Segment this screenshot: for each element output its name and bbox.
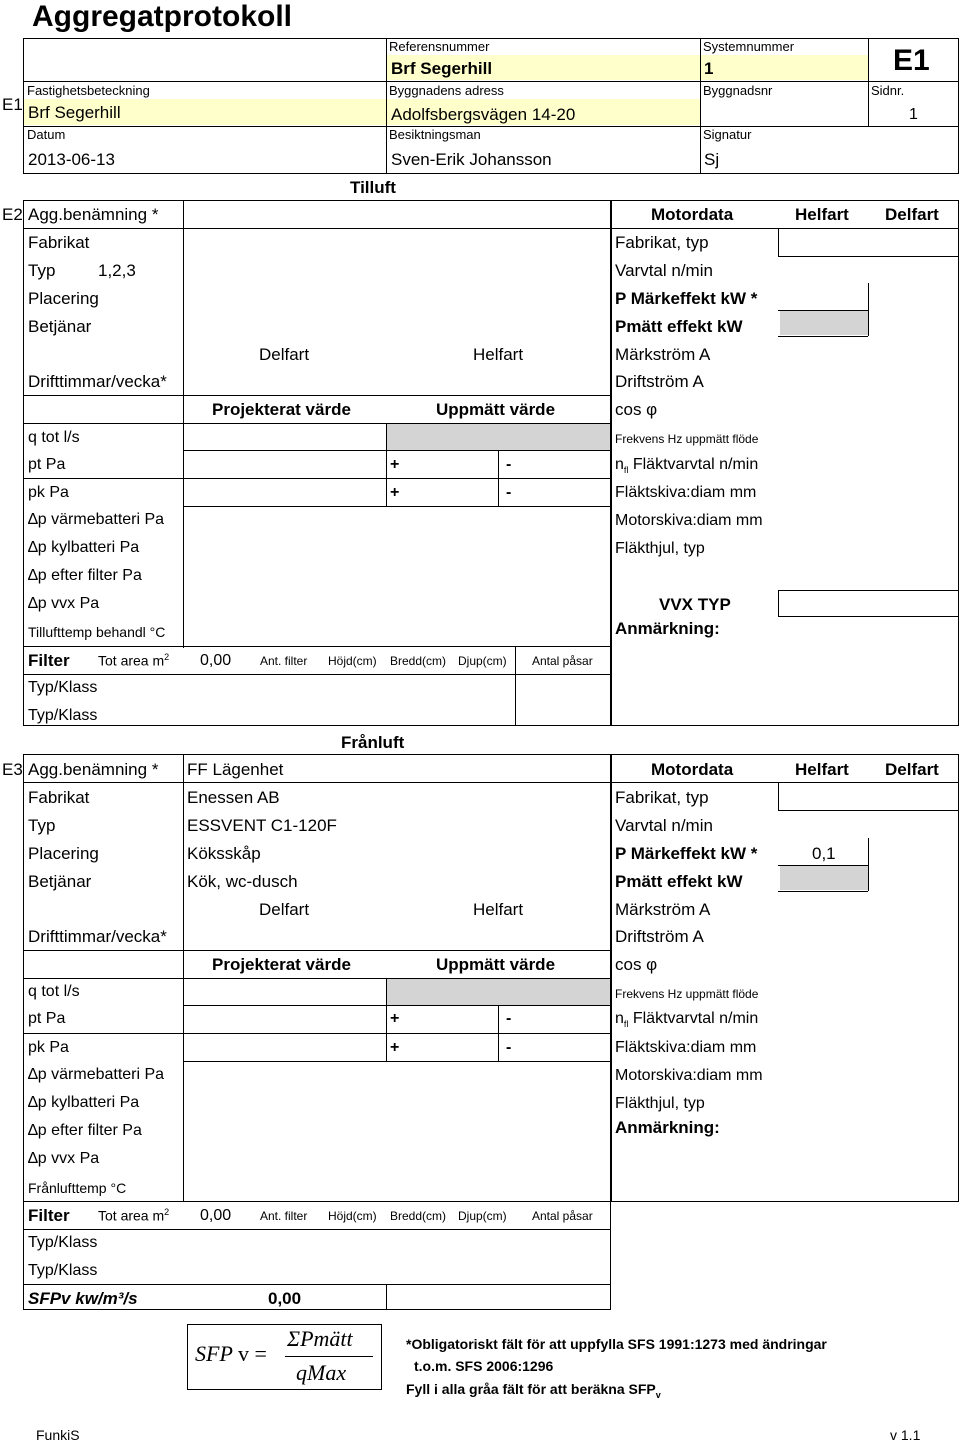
franluft-delfart: Delfart (259, 900, 310, 919)
tilluft-m-helfart: Helfart (795, 205, 849, 224)
franluft-tot-area: Tot area $m^2$ (98, 1207, 170, 1224)
tilluft-djup: Djup(cm) (458, 654, 507, 668)
franluft-betjanar-label: Betjänar (28, 872, 92, 891)
sidnr-label: Sidnr. (871, 83, 905, 98)
franluft-drifttimmar-label: Drifttimmar/vecka* (28, 927, 167, 946)
franluft-pmatt: Pmätt effekt kW (615, 872, 743, 891)
tilluft-filter-label: Filter (28, 651, 70, 670)
franluft-dp-vvx: ∆p vvx Pa (28, 1150, 100, 1167)
tilluft-pmatt: Pmätt effekt kW (615, 317, 743, 336)
signatur-value[interactable]: Sj (704, 150, 720, 169)
franluft-cos: cos φ (615, 955, 658, 974)
tilluft-pt-label: pt Pa (28, 456, 66, 473)
tilluft-typklass-1: Typ/Klass (28, 679, 98, 696)
tilluft-pk-plus: + (390, 484, 400, 501)
tilluft-anmarkning: Anmärkning: (615, 619, 720, 638)
franluft-fabrikat-label: Fabrikat (28, 788, 90, 807)
franluft-temp: Frånlufttemp °C (28, 1180, 127, 1196)
tilluft-typklass-2: Typ/Klass (28, 707, 98, 724)
franluft-motordata: Motordata (651, 760, 734, 779)
franluft-pk-label: pk Pa (28, 1039, 69, 1056)
tilluft-pt-plus: + (390, 456, 400, 473)
franluft-m-helfart: Helfart (795, 760, 849, 779)
fast-value[interactable]: Brf Segerhill (28, 103, 121, 122)
tilluft-flakthjul: Fläkthjul, typ (615, 540, 705, 557)
franluft-djup: Djup(cm) (458, 1209, 507, 1223)
tilluft-antal-pasar: Antal påsar (532, 654, 593, 668)
franluft-pk-plus: + (390, 1039, 400, 1056)
sys-label: Systemnummer (703, 39, 795, 54)
signatur-label: Signatur (703, 127, 752, 142)
franluft-typ-label: Typ (28, 816, 56, 835)
tilluft-cos: cos φ (615, 400, 658, 419)
tilluft-fabrikat-typ: Fabrikat, typ (615, 233, 709, 252)
tilluft-flaktskiva: Fläktskiva:diam mm (615, 484, 757, 501)
adress-value[interactable]: Adolfsbergsvägen 14-20 (391, 105, 576, 124)
tilluft-pk-label: pk Pa (28, 484, 69, 501)
tilluft-vvx-typ: VVX TYP (659, 595, 731, 614)
franluft-filter-label: Filter (28, 1206, 70, 1225)
tilluft-betjanar-label: Betjänar (28, 317, 92, 336)
note-line-1: *Obligatoriskt fält för att uppfylla SFS 1991:1273 med ändringar (406, 1336, 827, 1352)
franluft-fabrikat-typ: Fabrikat, typ (615, 788, 709, 807)
franluft-uppmatt: Uppmätt värde (436, 955, 556, 974)
franluft-nfl: $n_{fl}$ Fläktvarvtal n/min (615, 1010, 759, 1030)
tilluft-varvtal: Varvtal n/min (615, 261, 713, 280)
franluft-qtot-gray (387, 979, 610, 1005)
franluft-agg-label: Agg.benämning * (28, 760, 159, 779)
franluft-markstrom: Märkström A (615, 900, 711, 919)
tilluft-hojd: Höjd(cm) (328, 654, 377, 668)
sys-cell (701, 55, 868, 80)
tilluft-qtot-gray (387, 424, 610, 450)
tilluft-fabrikat-label: Fabrikat (28, 233, 90, 252)
franluft-agg-value[interactable]: FF Lägenhet (187, 760, 284, 779)
tilluft-markstrom: Märkström A (615, 345, 711, 364)
franluft-m-delfart: Delfart (885, 760, 939, 779)
tilluft-typ-value[interactable]: 1,2,3 (98, 261, 136, 280)
franluft-ant-filter: Ant. filter (260, 1209, 308, 1223)
franluft-anmarkning: Anmärkning: (615, 1118, 720, 1137)
section-e2: E2 (2, 205, 23, 224)
franluft-dp-varme: ∆p värmebatteri Pa (28, 1066, 165, 1083)
ref-value[interactable]: Brf Segerhill (391, 59, 493, 78)
tilluft-placering-label: Placering (28, 289, 99, 308)
franluft-typklass-1: Typ/Klass (28, 1234, 98, 1251)
note-line-2: t.o.m. SFS 2006:1296 (414, 1358, 554, 1374)
tilluft-nfl: $n_{fl}$ Fläktvarvtal n/min (615, 456, 759, 476)
franluft-heading: Frånluft (341, 733, 405, 752)
franluft-bredd: Bredd(cm) (390, 1209, 447, 1223)
besikt-label: Besiktningsman (389, 127, 481, 142)
franluft-sfpv-label: SFPv kw/m³/s (28, 1289, 138, 1308)
fast-label: Fastighetsbeteckning (27, 83, 150, 98)
franluft-betjanar-value[interactable]: Kök, wc-dusch (187, 872, 298, 891)
sidnr-value: 1 (909, 106, 918, 123)
franluft-pmatt-gray (780, 866, 868, 890)
sys-value[interactable]: 1 (704, 59, 714, 78)
section-e1-left: E1 (2, 95, 23, 114)
tilluft-dp-varme: ∆p värmebatteri Pa (28, 511, 165, 528)
tilluft-heading: Tilluft (350, 178, 396, 197)
franluft-frekvens: Frekvens Hz uppmätt flöde (615, 987, 759, 1001)
franluft-placering-value[interactable]: Köksskåp (187, 844, 261, 863)
franluft-area-value: 0,00 (200, 1207, 232, 1224)
footer-version: v 1.1 (890, 1427, 921, 1443)
tilluft-drifttimmar-label: Drifttimmar/vecka* (28, 372, 167, 391)
besikt-value[interactable]: Sven-Erik Johansson (391, 150, 552, 169)
franluft-typklass-2: Typ/Klass (28, 1262, 98, 1279)
tilluft-dp-filter: ∆p efter filter Pa (28, 567, 142, 584)
franluft-dp-filter: ∆p efter filter Pa (28, 1122, 142, 1139)
note-line-3: Fyll i alla gråa fält för att beräkna $SFP_v$ (406, 1381, 661, 1400)
franluft-qtot-label: q tot l/s (28, 983, 80, 1000)
franluft-fabrikat-value[interactable]: Enessen AB (187, 788, 280, 807)
franluft-placering-label: Placering (28, 844, 99, 863)
sfp-formula-denominator: qMax (296, 1360, 347, 1385)
franluft-left-block (23, 754, 611, 1310)
franluft-hojd: Höjd(cm) (328, 1209, 377, 1223)
franluft-varvtal: Varvtal n/min (615, 816, 713, 835)
tilluft-delfart: Delfart (259, 345, 310, 364)
datum-label: Datum (27, 127, 66, 142)
tilluft-area-value: 0,00 (200, 652, 232, 669)
franluft-projekterat: Projekterat värde (212, 955, 351, 974)
franluft-flakthjul: Fläkthjul, typ (615, 1095, 705, 1112)
tilluft-motorskiva: Motorskiva:diam mm (615, 512, 763, 529)
footer-left: FunkiS (36, 1427, 80, 1443)
franluft-p-mark: P Märkeffekt kW * (615, 844, 758, 863)
sfp-formula-lhs: SFP v = (195, 1341, 267, 1366)
tilluft-p-mark: P Märkeffekt kW * (615, 289, 758, 308)
franluft-motorskiva: Motorskiva:diam mm (615, 1067, 763, 1084)
tilluft-frekvens: Frekvens Hz uppmätt flöde (615, 432, 759, 446)
tilluft-projekterat: Projekterat värde (212, 400, 351, 419)
adress-label: Byggnadens adress (389, 83, 504, 98)
datum-value[interactable]: 2013-06-13 (28, 150, 115, 169)
tilluft-tot-area: Tot area $m^2$ (98, 652, 170, 669)
franluft-pt-plus: + (390, 1010, 400, 1027)
tilluft-agg-label: Agg.benämning * (28, 205, 159, 224)
tilluft-helfart: Helfart (473, 345, 524, 364)
franluft-dp-kyl: ∆p kylbatteri Pa (28, 1094, 140, 1111)
tilluft-pmatt-gray (780, 311, 868, 335)
tilluft-driftstrom: Driftström A (615, 372, 704, 391)
franluft-pt-label: pt Pa (28, 1010, 66, 1027)
franluft-driftstrom: Driftström A (615, 927, 704, 946)
tilluft-uppmatt: Uppmätt värde (436, 400, 556, 419)
tilluft-motordata: Motordata (651, 205, 734, 224)
franluft-helfart: Helfart (473, 900, 524, 919)
franluft-antal-pasar: Antal påsar (532, 1209, 593, 1223)
section-e3: E3 (2, 760, 23, 779)
franluft-pt-minus: - (506, 1010, 512, 1027)
tilluft-dp-vvx: ∆p vvx Pa (28, 595, 100, 612)
tilluft-ant-filter: Ant. filter (260, 654, 308, 668)
franluft-typ-value[interactable]: ESSVENT C1-120F (187, 816, 337, 835)
franluft-sfpv-value: 0,00 (268, 1289, 302, 1308)
tilluft-typ-label: Typ (28, 261, 56, 280)
tilluft-qtot-label: q tot l/s (28, 429, 80, 446)
byggnadsnr-label: Byggnadsnr (703, 83, 773, 98)
tilluft-pk-minus: - (506, 484, 512, 501)
franluft-flaktskiva: Fläktskiva:diam mm (615, 1039, 757, 1056)
sfp-formula-numerator: ΣPmätt (287, 1326, 353, 1351)
section-e1-right: E1 (893, 44, 930, 77)
tilluft-temp: Tillufttemp behandl °C (28, 624, 166, 640)
tilluft-pt-minus: - (506, 456, 512, 473)
franluft-p-mark-value[interactable]: 0,1 (812, 844, 836, 863)
ref-label: Referensnummer (389, 39, 490, 54)
franluft-pk-minus: - (506, 1039, 512, 1056)
page-title: Aggregatprotokoll (32, 0, 292, 33)
tilluft-bredd: Bredd(cm) (390, 654, 447, 668)
tilluft-dp-kyl: ∆p kylbatteri Pa (28, 539, 140, 556)
tilluft-m-delfart: Delfart (885, 205, 939, 224)
